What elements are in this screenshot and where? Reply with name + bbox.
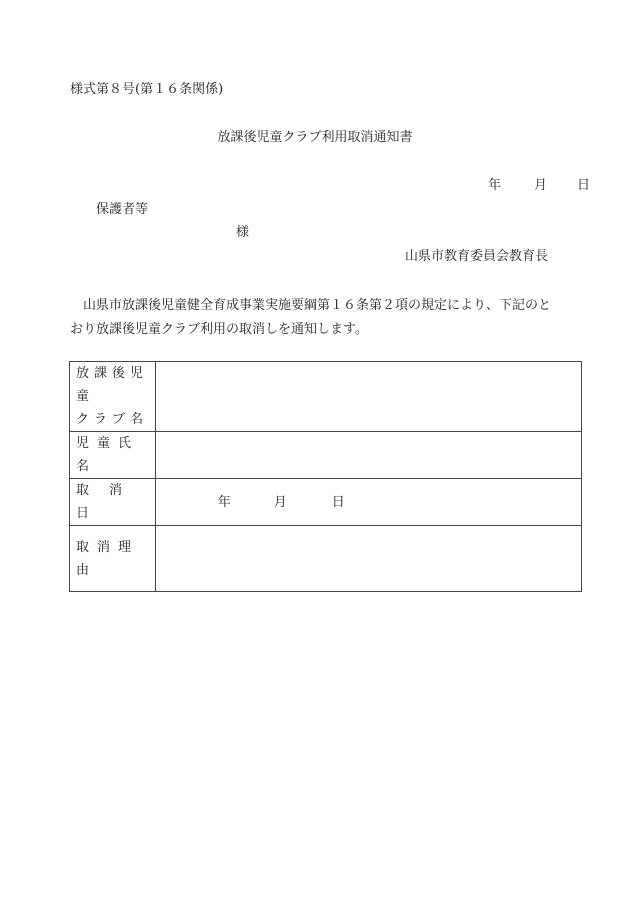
cancel-date-month-label: 月	[273, 494, 287, 510]
child-name-label-cell	[70, 432, 156, 479]
notice-body-line-2: おり放課後児童クラブ利用の取消しを通知します。	[70, 322, 368, 337]
child-name-field[interactable]	[155, 432, 581, 479]
table-row-child-name	[70, 432, 582, 479]
club-name-label-line-2: クラブ名	[76, 412, 149, 427]
recipient-honorific: 様	[236, 225, 250, 240]
date-day-label: 日	[577, 178, 591, 193]
recipient-label: 保護者等	[96, 202, 149, 217]
date-month-label: 月	[534, 178, 548, 193]
cancellation-info-table	[69, 361, 582, 592]
reason-label-cell	[70, 526, 156, 592]
cancel-date-label-cell	[70, 479, 156, 526]
reason-field[interactable]	[155, 526, 581, 592]
table-row-reason	[70, 526, 582, 592]
form-number: 様式第８号(第１６条関係)	[70, 82, 224, 97]
cancel-date-field[interactable]	[155, 479, 581, 526]
document-title: 放課後児童クラブ利用取消通知書	[217, 130, 413, 145]
notice-body	[70, 294, 585, 342]
cancel-date-label: 取消日	[76, 483, 143, 521]
cancel-date-year-label: 年	[217, 494, 231, 510]
issuer-name: 山県市教育委員会教育長	[405, 249, 549, 264]
reason-label: 取消理由	[76, 539, 140, 578]
date-year-label: 年	[488, 178, 502, 193]
club-name-label-line-1: 放課後児童	[76, 366, 149, 404]
child-name-label: 児童氏名	[76, 436, 140, 474]
issue-date-line	[488, 178, 590, 194]
notice-body-line-1: 山県市放課後児童健全育成事業実施要綱第１６条第２項の規定により、下記のと	[83, 298, 552, 313]
table-row-club	[70, 362, 582, 432]
cancel-date-day-label: 日	[331, 494, 345, 510]
club-name-field[interactable]	[155, 362, 581, 432]
table-row-cancel-date	[70, 479, 582, 526]
club-name-label-cell	[70, 362, 156, 432]
